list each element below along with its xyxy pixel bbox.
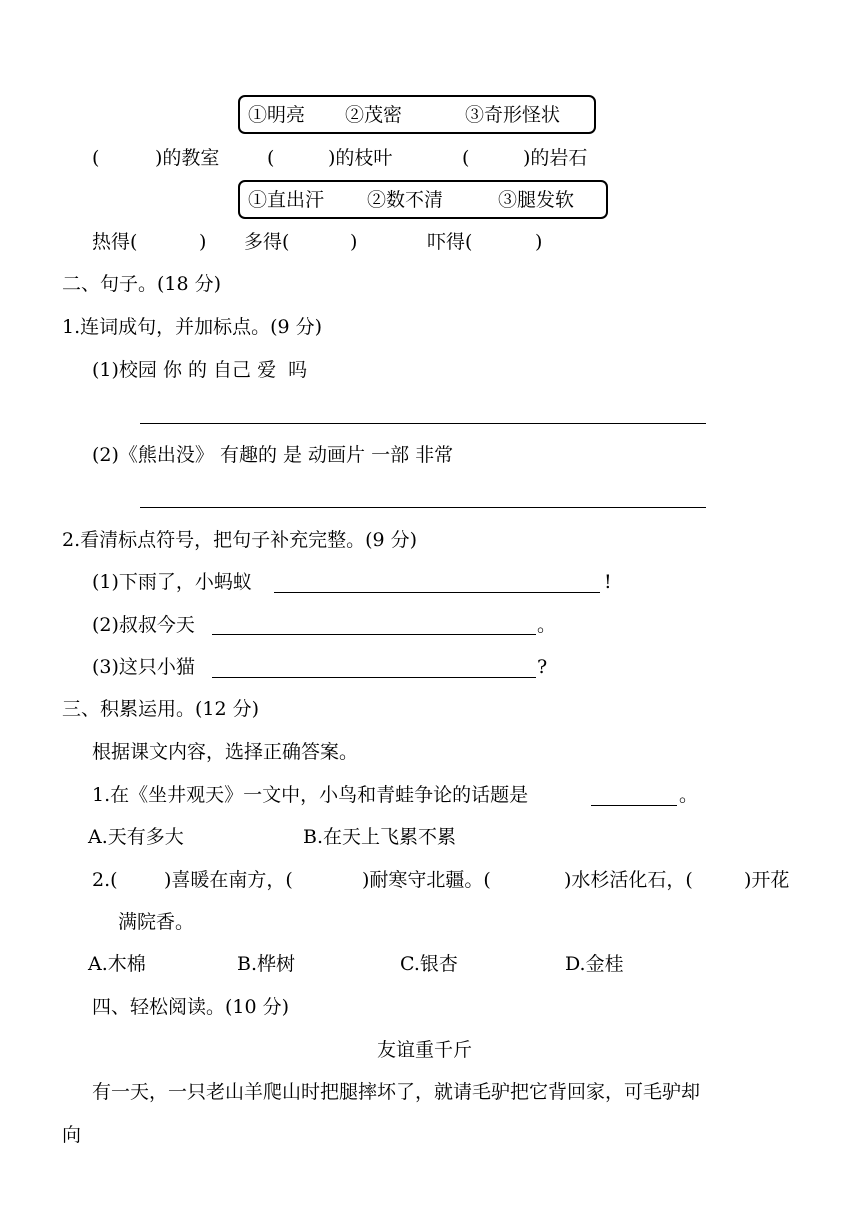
question-3-2-part-c: )耐寒守北疆。( bbox=[362, 869, 491, 891]
question-3-2-part-a: 2.( bbox=[92, 869, 118, 891]
question-3-2-part-d: )水杉活化石，( bbox=[564, 869, 693, 891]
fill-item-rocks: )的岩石 bbox=[523, 147, 588, 169]
box2-option-1: ①直出汗 bbox=[248, 189, 325, 211]
question-2-1-item-2: (2)《熊出没》 有趣的 是 动画片 一部 非常 bbox=[92, 444, 454, 466]
reading-paragraph-line-1: 有一天，一只老山羊爬山时把腿摔坏了，就请毛驴把它背回家，可毛驴却 bbox=[92, 1081, 701, 1103]
fill-item-hot: 热得( bbox=[92, 231, 138, 253]
box1-option-2: ②茂密 bbox=[345, 104, 403, 126]
box1-option-1: ①明亮 bbox=[248, 104, 306, 126]
question-3-1-end: 。 bbox=[679, 784, 699, 806]
question-2-1-item-1: (1)校园 你 的 自己 爱 吗 bbox=[92, 359, 308, 381]
blank-open-1a: ( bbox=[92, 147, 100, 169]
fill-item-classroom: )的教室 bbox=[155, 147, 220, 169]
question-2-2-item-1: (1)下雨了，小蚂蚁 bbox=[92, 571, 252, 593]
question-2-2-item-3: (3)这只小猫 bbox=[92, 656, 195, 678]
question-3-2-option-c: C.银杏 bbox=[400, 953, 458, 975]
answer-line-3-1[interactable] bbox=[591, 805, 677, 806]
question-2-2-item-2-end: 。 bbox=[537, 614, 557, 636]
fill-item-scared: 吓得( bbox=[427, 231, 473, 253]
question-3-2-option-a: A.木棉 bbox=[88, 953, 146, 975]
question-3-2-option-d: D.金桂 bbox=[565, 953, 624, 975]
reading-paragraph-line-2: 向 bbox=[62, 1124, 82, 1146]
question-3-2-option-b: B.桦树 bbox=[237, 953, 296, 975]
section-3-intro: 根据课文内容，选择正确答案。 bbox=[92, 741, 359, 763]
section-3-heading: 三、积累运用。(12 分) bbox=[62, 698, 260, 720]
box2-option-2: ②数不清 bbox=[367, 189, 444, 211]
section-2-heading: 二、句子。(18 分) bbox=[62, 273, 222, 295]
fill-item-many: 多得( bbox=[244, 231, 290, 253]
reading-title: 友谊重千斤 bbox=[377, 1039, 473, 1061]
fill-item-branches: )的枝叶 bbox=[328, 147, 393, 169]
question-2-1-title: 1.连词成句，并加标点。(9 分) bbox=[62, 316, 323, 338]
box1-option-3: ③奇形怪状 bbox=[465, 104, 561, 126]
answer-line-2-1-1[interactable] bbox=[140, 423, 706, 424]
answer-line-2-2-2[interactable] bbox=[212, 634, 536, 635]
question-3-2-line-2: 满院香。 bbox=[118, 911, 195, 933]
answer-line-2-1-2[interactable] bbox=[140, 507, 706, 508]
answer-line-2-2-3[interactable] bbox=[212, 677, 536, 678]
answer-line-2-2-1[interactable] bbox=[274, 592, 600, 593]
question-3-1-option-a: A.天有多大 bbox=[88, 826, 184, 848]
question-2-2-title: 2.看清标点符号，把句子补充完整。(9 分) bbox=[62, 529, 418, 551]
blank-open-1c: ( bbox=[462, 147, 470, 169]
question-3-1-text: 1.在《坐井观天》一文中，小鸟和青蛙争论的话题是 bbox=[92, 784, 529, 806]
question-3-1-option-b: B.在天上飞累不累 bbox=[303, 826, 457, 848]
question-3-2-part-e: )开花 bbox=[744, 869, 790, 891]
box2-option-3: ③腿发软 bbox=[498, 189, 575, 211]
section-4-heading: 四、轻松阅读。(10 分) bbox=[92, 996, 290, 1018]
question-3-2-part-b: )喜暖在南方，( bbox=[164, 869, 293, 891]
question-2-2-item-1-end: ! bbox=[604, 571, 612, 593]
blank-close-2a: ) bbox=[199, 231, 207, 253]
blank-close-2c: ) bbox=[535, 231, 543, 253]
blank-close-2b: ) bbox=[350, 231, 358, 253]
question-2-2-item-3-end: ? bbox=[537, 656, 548, 678]
question-2-2-item-2: (2)叔叔今天 bbox=[92, 614, 195, 636]
blank-open-1b: ( bbox=[267, 147, 275, 169]
